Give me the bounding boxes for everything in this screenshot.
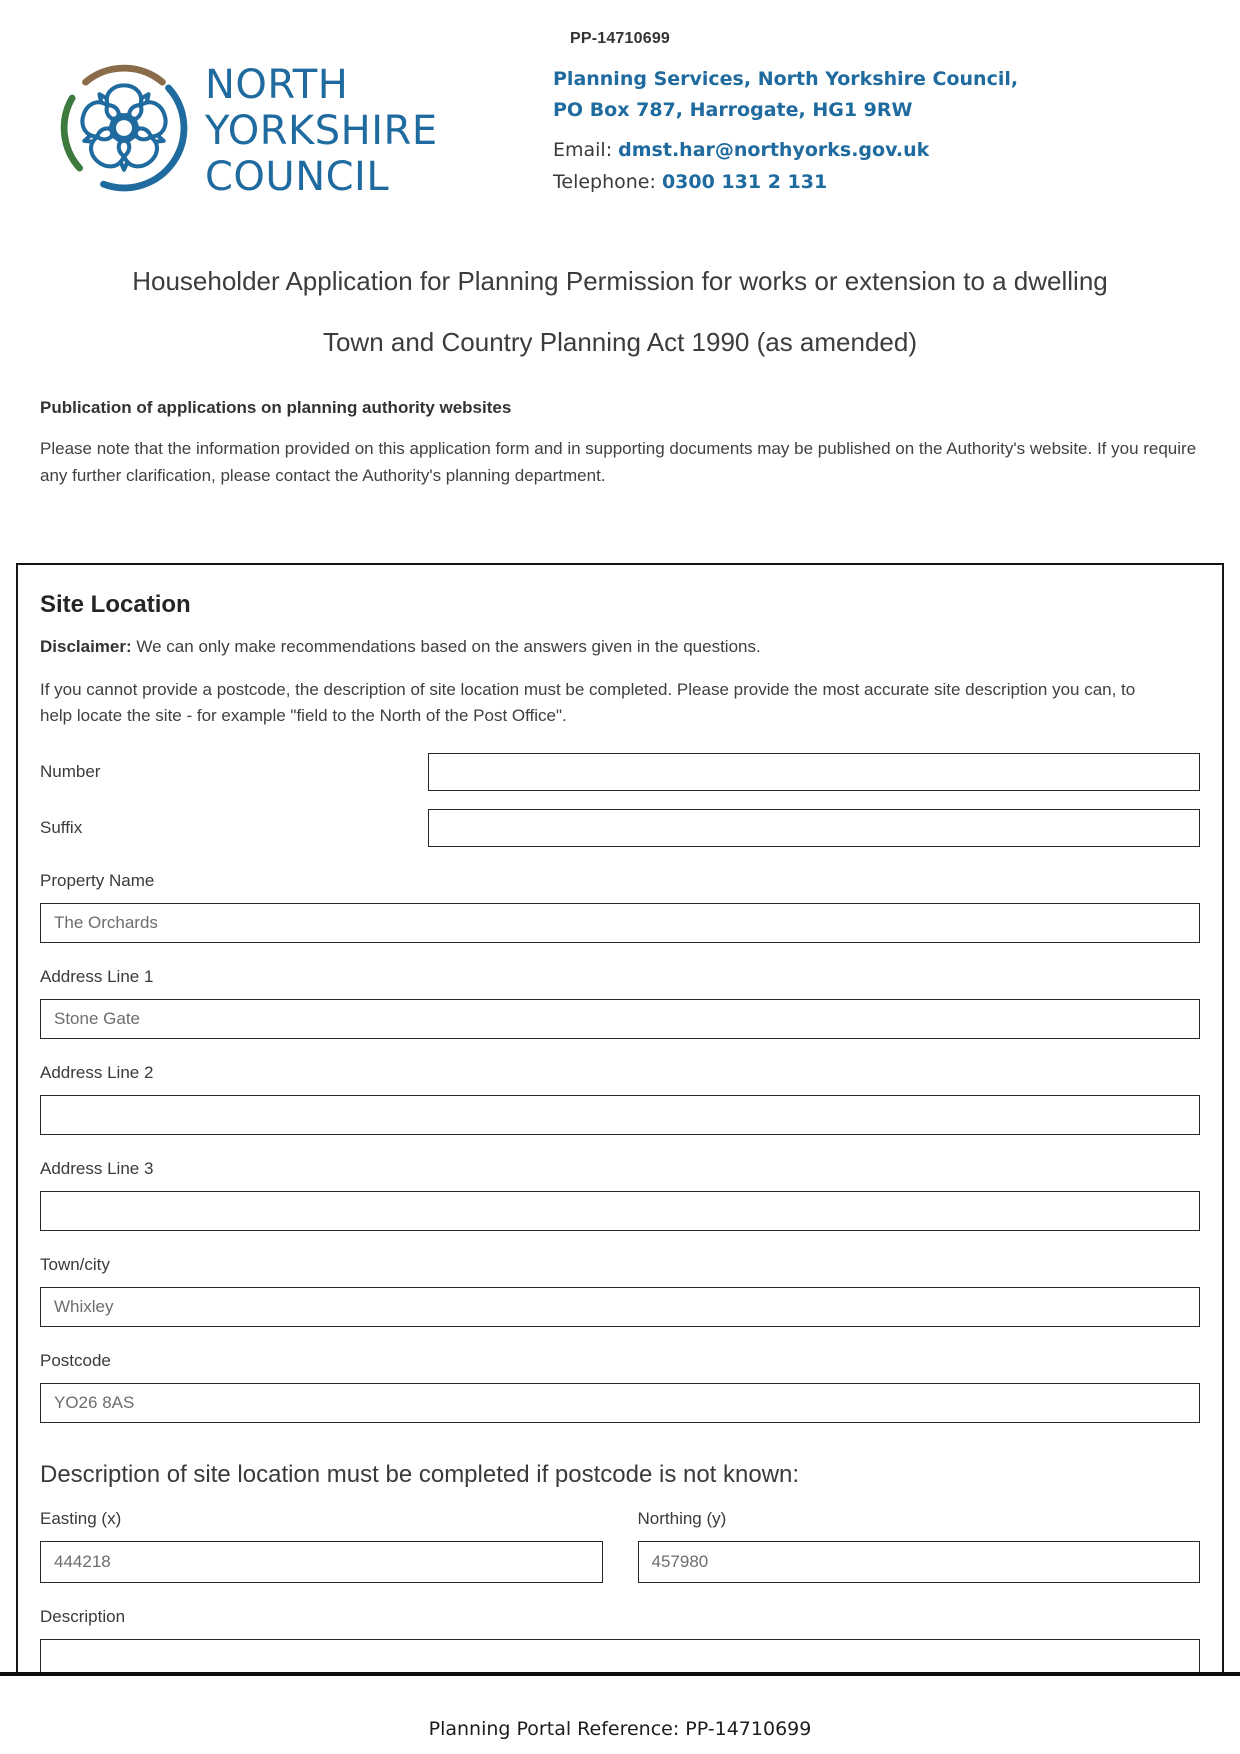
contact-address-line1: Planning Services, North Yorkshire Council, <box>553 68 1019 90</box>
town-city-input[interactable] <box>40 1287 1200 1327</box>
disclaimer-text: Disclaimer: We can only make recommendations based on the answers given in the questions. <box>40 637 761 656</box>
page-header <box>0 58 1240 236</box>
easting-label: Easting (x) <box>40 1509 122 1528</box>
town-city-label: Town/city <box>40 1255 110 1274</box>
telephone-link[interactable]: 0300 131 2 131 <box>661 171 828 193</box>
logo-line-north: NORTH <box>205 61 349 108</box>
form-title: Householder Application for Planning Permission for works or extension to a dwelling <box>132 266 1108 296</box>
logo-line-council: COUNCIL <box>205 153 390 200</box>
site-location-intro: If you cannot provide a postcode, the description of site location must be completed. Please provide the most accurate site description you can, to help locate the site - for example "field to the North of the Post Office". <box>40 680 1136 725</box>
planning-services-contact-block <box>553 64 1018 193</box>
site-location-heading: Site Location <box>40 591 191 618</box>
publication-heading: Publication of applications on planning authority websites <box>40 398 512 417</box>
contact-address-line2: PO Box 787, Harrogate, HG1 9RW <box>553 99 913 121</box>
address-line-3-label: Address Line 3 <box>40 1159 154 1178</box>
address-line-3-input[interactable] <box>40 1191 1200 1231</box>
address-line-1-input[interactable] <box>40 999 1200 1039</box>
northing-input[interactable] <box>638 1541 1201 1583</box>
easting-input[interactable] <box>40 1541 603 1583</box>
property-name-field <box>40 871 1200 943</box>
address-line-3-field <box>40 1159 1200 1231</box>
publication-body: Please note that the information provided on this application form and in supporting documents may be published on the Authority's website. If you require any further clarification, please contact the Authority's planning department. <box>40 439 1197 485</box>
northing-field <box>638 1509 1201 1583</box>
easting-field <box>40 1509 603 1583</box>
property-name-input[interactable] <box>40 903 1200 943</box>
yorkshire-rose-icon <box>56 60 192 201</box>
description-textarea[interactable] <box>40 1639 1200 1672</box>
address-line-2-input[interactable] <box>40 1095 1200 1135</box>
suffix-row <box>40 809 1200 847</box>
description-field <box>40 1607 1200 1672</box>
address-line-1-field <box>40 967 1200 1039</box>
suffix-label: Suffix <box>40 818 83 837</box>
postcode-input[interactable] <box>40 1383 1200 1423</box>
number-row <box>40 753 1200 791</box>
council-logo <box>56 60 438 201</box>
site-location-section <box>16 563 1224 1672</box>
address-line-1-label: Address Line 1 <box>40 967 154 986</box>
coordinates-row <box>40 1509 1200 1583</box>
telephone-label: Telephone: <box>553 171 662 193</box>
logo-line-yorkshire: YORKSHIRE <box>205 107 438 154</box>
description-label: Description <box>40 1607 126 1626</box>
northing-label: Northing (y) <box>637 1509 727 1528</box>
suffix-input[interactable] <box>428 809 1200 847</box>
number-label: Number <box>40 762 101 781</box>
email-link[interactable]: dmst.har@northyorks.gov.uk <box>618 139 930 161</box>
page-break-rule <box>0 1672 1240 1676</box>
postcode-label: Postcode <box>40 1351 111 1370</box>
council-logo-wordmark <box>205 62 438 200</box>
address-line-2-field <box>40 1063 1200 1135</box>
description-requirement-heading: Description of site location must be completed if postcode is not known: <box>40 1461 800 1488</box>
disclaimer-label: Disclaimer: <box>40 637 132 656</box>
number-input[interactable] <box>428 753 1200 791</box>
address-line-2-label: Address Line 2 <box>40 1063 154 1082</box>
planning-portal-reference: Planning Portal Reference: PP-14710699 <box>428 1718 812 1740</box>
application-reference: PP-14710699 <box>569 30 671 47</box>
email-label: Email: <box>553 139 619 161</box>
form-subtitle: Town and Country Planning Act 1990 (as amended) <box>322 327 918 357</box>
postcode-field <box>40 1351 1200 1423</box>
property-name-label: Property Name <box>40 871 155 890</box>
town-city-field <box>40 1255 1200 1327</box>
